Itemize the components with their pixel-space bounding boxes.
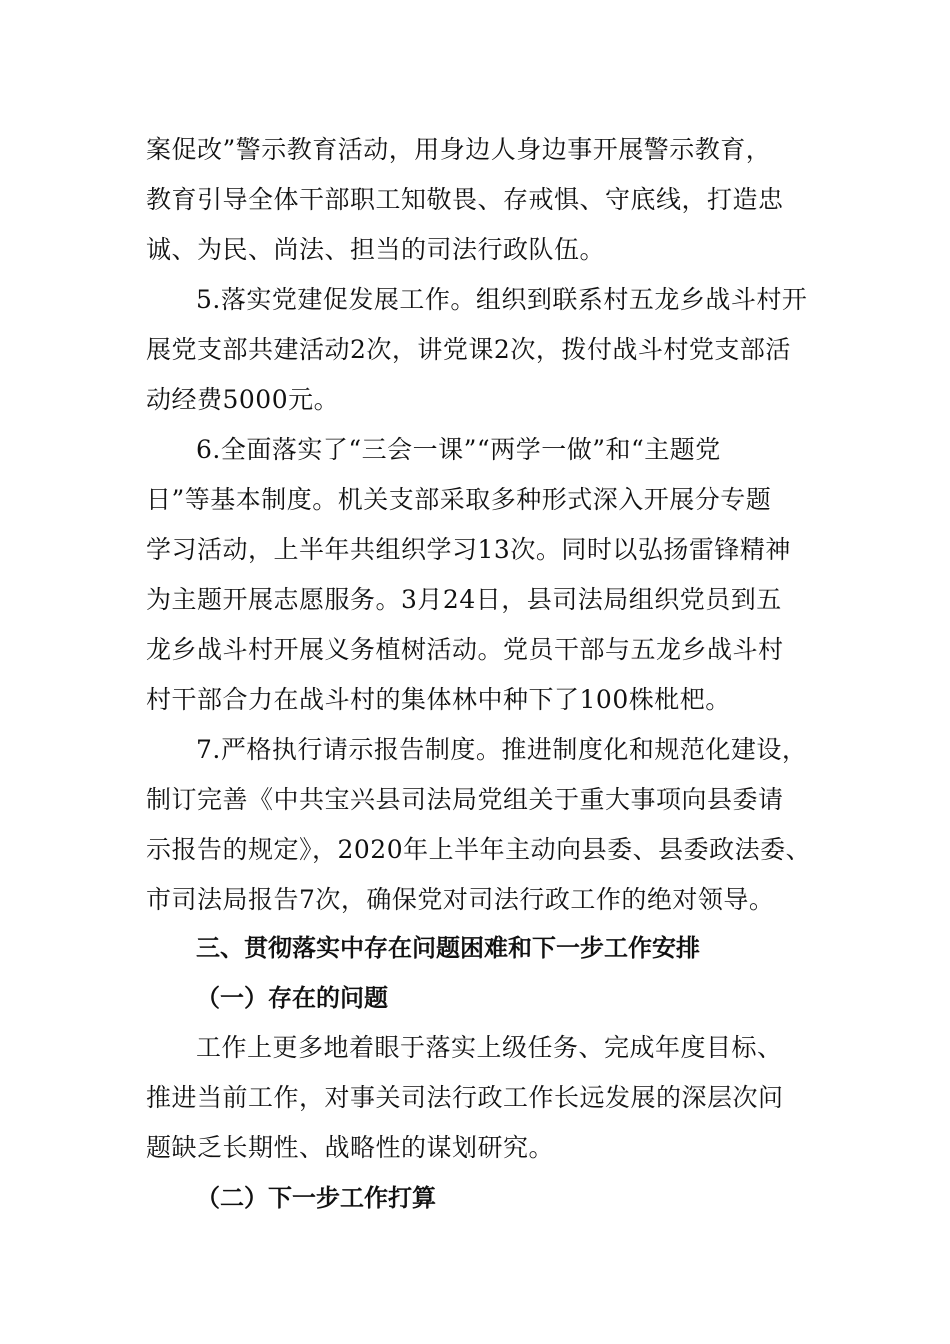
paragraph-line: 展党支部共建活动2次，讲党课2次，拨付战斗村党支部活 <box>146 335 791 364</box>
paragraph-line: 龙乡战斗村开展义务植树活动。党员干部与五龙乡战斗村 <box>146 635 784 664</box>
paragraph-line: 示报告的规定》，2020年上半年主动向县委、县委政法委、 <box>146 835 812 864</box>
paragraph-line: 工作上更多地着眼于落实上级任务、完成年度目标、 <box>196 1033 783 1062</box>
subsection-heading: （二）下一步工作打算 <box>196 1184 436 1212</box>
paragraph-line: 村干部合力在战斗村的集体林中种下了100株枇杷。 <box>146 685 731 714</box>
subsection-heading: （一）存在的问题 <box>196 984 388 1012</box>
paragraph-line: 案促改”警示教育活动，用身边人身边事开展警示教育， <box>146 135 772 164</box>
section-heading: 三、贯彻落实中存在问题困难和下一步工作安排 <box>196 934 700 962</box>
paragraph-line: 教育引导全体干部职工知敬畏、存戒惧、守底线，打造忠 <box>146 185 784 214</box>
paragraph-line: 7.严格执行请示报告制度。推进制度化和规范化建设， <box>196 735 808 764</box>
paragraph-line: 学习活动，上半年共组织学习13次。同时以弘扬雷锋精神 <box>146 535 791 564</box>
paragraph-line: 日”等基本制度。机关支部采取多种形式深入开展分专题 <box>146 485 772 514</box>
paragraph-line: 5.落实党建促发展工作。组织到联系村五龙乡战斗村开 <box>196 285 808 314</box>
paragraph-line: 为主题开展志愿服务。3月24日，县司法局组织党员到五 <box>146 585 782 614</box>
paragraph-line: 推进当前工作，对事关司法行政工作长远发展的深层次问 <box>146 1083 784 1112</box>
paragraph-line: 诚、为民、尚法、担当的司法行政队伍。 <box>146 235 606 264</box>
paragraph-line: 制订完善《中共宝兴县司法局党组关于重大事项向县委请 <box>146 785 784 814</box>
paragraph-line: 动经费5000元。 <box>146 385 340 414</box>
paragraph-line: 题缺乏长期性、战略性的谋划研究。 <box>146 1133 555 1162</box>
paragraph-line: 市司法局报告7次，确保党对司法行政工作的绝对领导。 <box>146 885 775 914</box>
paragraph-line: 6.全面落实了“三会一课”“两学一做”和“主题党 <box>196 435 721 464</box>
